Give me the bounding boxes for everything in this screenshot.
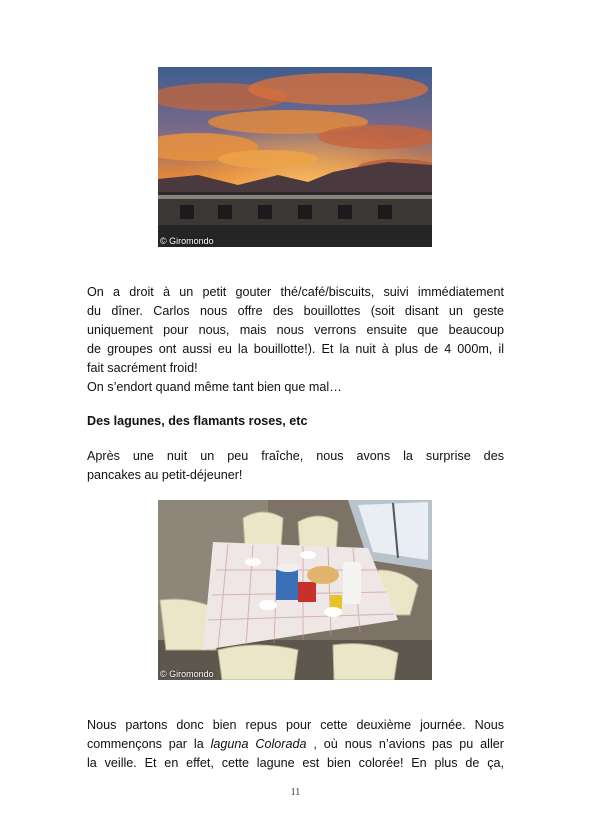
text-line: Après une nuit un peu fraîche, nous avons la surprise des xyxy=(87,449,504,463)
paragraph-deuxieme-journee xyxy=(87,716,504,773)
sunset-image xyxy=(158,67,432,247)
text-line: du dîner. Carlos nous offre des bouillottes (soit disant un geste xyxy=(87,304,504,318)
text-segment: commençons par la xyxy=(87,737,211,751)
paragraph-pancakes xyxy=(87,447,504,485)
text-line: On a droit à un petit gouter thé/café/biscuits, suivi immédiatement xyxy=(87,285,504,299)
place-name-italic: laguna Colorada xyxy=(210,737,307,751)
page-number: 11 xyxy=(290,787,301,798)
photo-credit: © Giromondo xyxy=(160,669,214,679)
text-line: la veille. Et en effet, cette lagune est bien colorée! En plus de ça, xyxy=(87,756,504,770)
text-line: fait sacrément froid! xyxy=(87,361,198,375)
text-line: On s’endort quand même tant bien que mal… xyxy=(87,380,342,394)
text-line: de groupes ont aussi eu la bouillotte!). Et la nuit à plus de 4 000m, il xyxy=(87,342,504,356)
sunset-photo xyxy=(158,67,432,247)
section-heading: Des lagunes, des flamants roses, etc xyxy=(87,414,308,428)
breakfast-photo xyxy=(158,500,432,680)
text-line: Nous partons donc bien repus pour cette deuxième journée. Nous xyxy=(87,718,504,732)
photo-credit: © Giromondo xyxy=(160,236,214,246)
breakfast-image xyxy=(158,500,432,680)
text-line-with-italic xyxy=(87,735,504,754)
text-segment: , où nous n’avions pas pu aller xyxy=(306,737,504,751)
text-line: pancakes au petit-déjeuner! xyxy=(87,468,243,482)
text-line: uniquement pour nous, mais nous verrons ensuite que beaucoup xyxy=(87,323,504,337)
paragraph-goûter xyxy=(87,283,504,397)
